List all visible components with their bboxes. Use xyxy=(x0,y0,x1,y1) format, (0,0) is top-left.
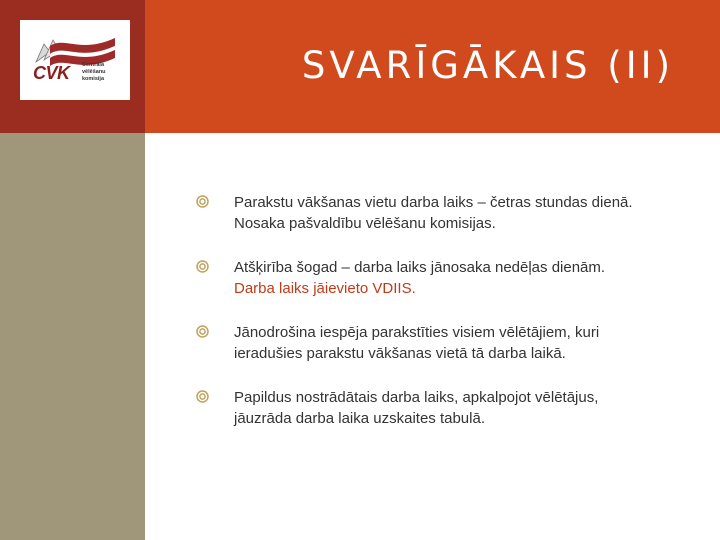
bullet-line: jāuzrāda darba laika uzskaites tabulā. xyxy=(234,410,485,427)
bullet-line: Nosaka pašvaldību vēlēšanu komisijas. xyxy=(234,215,496,232)
bullet-line-accent: Darba laiks jāievieto VDIIS. xyxy=(234,280,416,297)
side-strip xyxy=(0,133,145,540)
bullet-line: Parakstu vākšanas vietu darba laiks – četras stundas dienā. xyxy=(234,194,633,211)
bullet-line: Papildus nostrādātais darba laiks, apkalpojot vēlētājus, xyxy=(234,389,599,406)
bullet-list xyxy=(200,192,680,452)
circle-bullet-icon xyxy=(196,195,209,208)
header-band xyxy=(145,0,720,133)
list-item xyxy=(200,257,680,299)
list-item xyxy=(200,192,680,234)
circle-bullet-icon xyxy=(196,260,209,273)
bullet-line: Jānodrošina iespēja parakstīties visiem vēlētājiem, kuri xyxy=(234,324,600,341)
circle-bullet-icon xyxy=(196,325,209,338)
page-title: SVARĪGĀKAIS (II) xyxy=(301,44,674,87)
logo-sub-line: komisija xyxy=(82,76,105,82)
bullet-line: ieradušies parakstu vākšanas vietā tā darba laikā. xyxy=(234,345,566,362)
flag-emblem-icon xyxy=(20,20,130,100)
logo-sub-line: vēlēšanu xyxy=(82,69,106,75)
circle-bullet-icon xyxy=(196,390,209,403)
list-item xyxy=(200,322,680,364)
cvk-logo xyxy=(20,20,130,100)
logo-sub-line: Centrālā xyxy=(82,62,105,68)
logo-text: CVK xyxy=(33,63,70,83)
bullet-line: Atšķirība šogad – darba laiks jānosaka nedēļas dienām. xyxy=(234,259,606,276)
list-item xyxy=(200,387,680,429)
logo-subtitle xyxy=(82,62,106,83)
